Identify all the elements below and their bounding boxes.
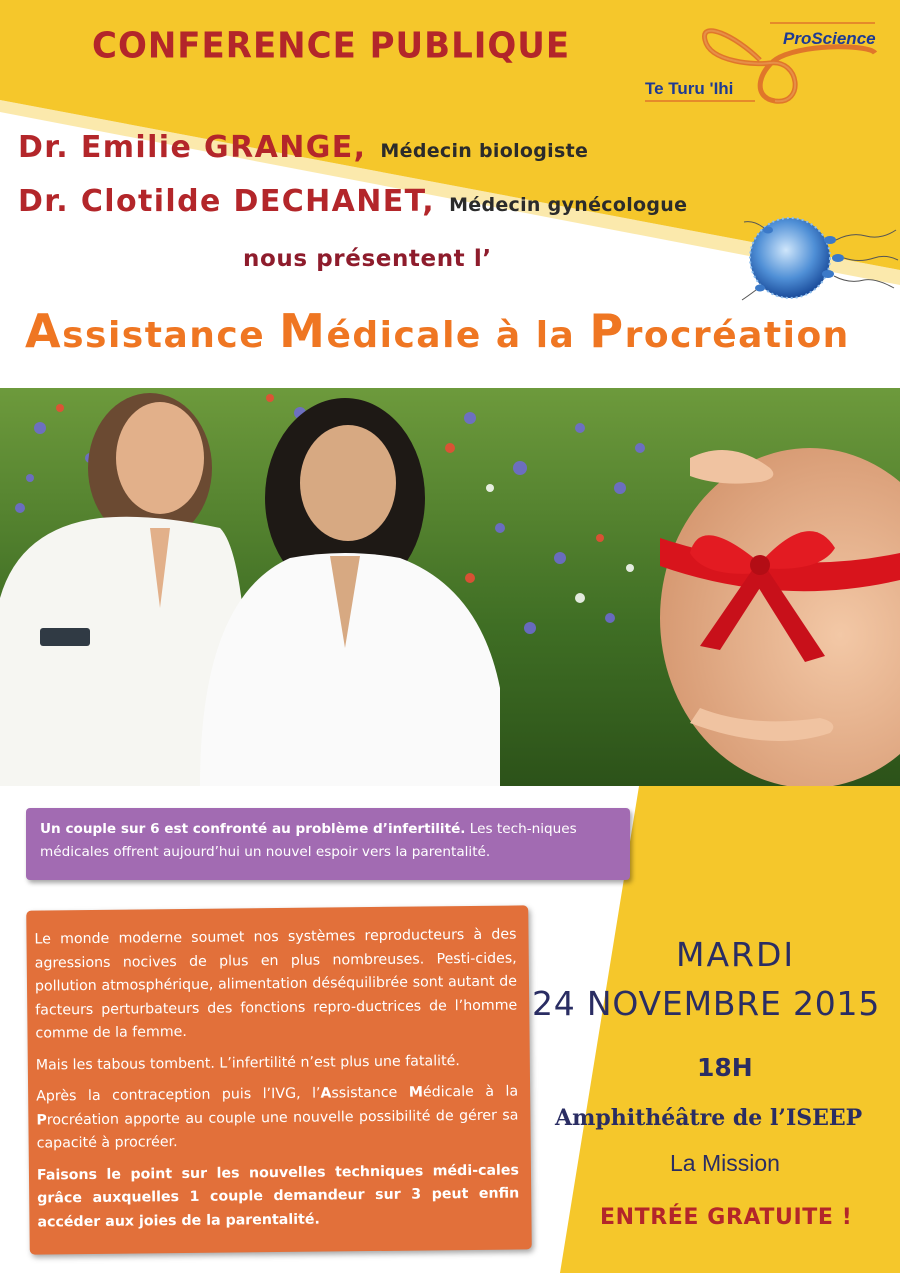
- topic-word-2: édicale à la: [326, 315, 590, 356]
- event-time: 18H: [697, 1053, 753, 1082]
- intro-text: nous présentent l’: [243, 246, 492, 272]
- speaker-2: [18, 184, 687, 219]
- p3-initial-m: M: [408, 1084, 424, 1101]
- event-date: 24 NOVEMBRE 2015: [532, 984, 881, 1023]
- topic-word-1: ssistance: [62, 315, 280, 356]
- body-paragraph-2: Mais les tabous tombent. L’infertilité n’est plus une fatalité.: [35, 1052, 460, 1074]
- topic-initial-p: P: [589, 304, 625, 358]
- topic-initial-m: M: [279, 304, 327, 358]
- logo-text-teturu: Te Turu 'Ihi: [645, 79, 734, 98]
- event-venue: Amphithéâtre de l’ISEEP: [555, 1105, 863, 1131]
- body-paragraph-4: [37, 1159, 520, 1235]
- page-title: CONFERENCE PUBLIQUE: [92, 25, 571, 67]
- p3-part-d: rocréation apporte au couple une nouvelle possibilité de gérer sa capacité à procréer.: [36, 1106, 519, 1152]
- speaker-2-name: Dr. Clotilde DECHANET,: [18, 184, 436, 219]
- p3-part-c: édicale à la: [422, 1083, 519, 1101]
- body-paragraph-1: Le monde moderne soumet nos systèmes reproducteurs à des agressions nocives de plus en plus nombreuses. Pesti-cides, pollution atmosphérique, alimentation déséquilibrée sont autant de facteurs perturbateurs des fonctions repro-ductrices de l’homme comme de la femme.: [34, 926, 518, 1042]
- p3-part-a: Après la contraception puis l’IVG, l’: [36, 1085, 321, 1105]
- body-paragraph-3: [36, 1080, 519, 1156]
- proscience-logo: [640, 15, 880, 107]
- p3-initial-p: P: [36, 1111, 47, 1129]
- admission-free: ENTRÉE GRATUITE !: [600, 1205, 853, 1230]
- description-box: [26, 905, 532, 1254]
- callout-bold-text: Un couple sur 6 est confronté au problème d’infertilité.: [40, 821, 466, 837]
- p3-initial-a: A: [320, 1085, 332, 1102]
- topic-initial-a: A: [25, 304, 63, 358]
- doctors-photo-banner: [0, 388, 900, 786]
- event-city: La Mission: [670, 1150, 780, 1176]
- callout-text: Les tech-niques médicales offrent aujourd’hui un nouvel espoir vers la parentalité.: [40, 821, 577, 860]
- sperm-egg-illustration: [740, 210, 900, 305]
- name-badge: [40, 628, 90, 646]
- event-day: MARDI: [676, 935, 796, 974]
- infertility-callout: [26, 808, 630, 880]
- speaker-1-role: Médecin biologiste: [380, 140, 589, 162]
- speaker-1-name: Dr. Emilie GRANGE,: [18, 130, 367, 165]
- p3-part-b: ssistance: [331, 1084, 409, 1102]
- topic-word-3: rocréation: [624, 315, 850, 356]
- body-paragraph-4-bold: Faisons le point sur les nouvelles techniques médi-cales grâce auxquelles 1 couple demandeur sur 3 peut enfin accéder aux joies de la parentalité.: [36, 1161, 520, 1231]
- speaker-2-role: Médecin gynécologue: [449, 194, 688, 216]
- topic-heading: [25, 304, 850, 358]
- logo-text-proscience: ProScience: [783, 29, 876, 48]
- speaker-1: [18, 130, 588, 165]
